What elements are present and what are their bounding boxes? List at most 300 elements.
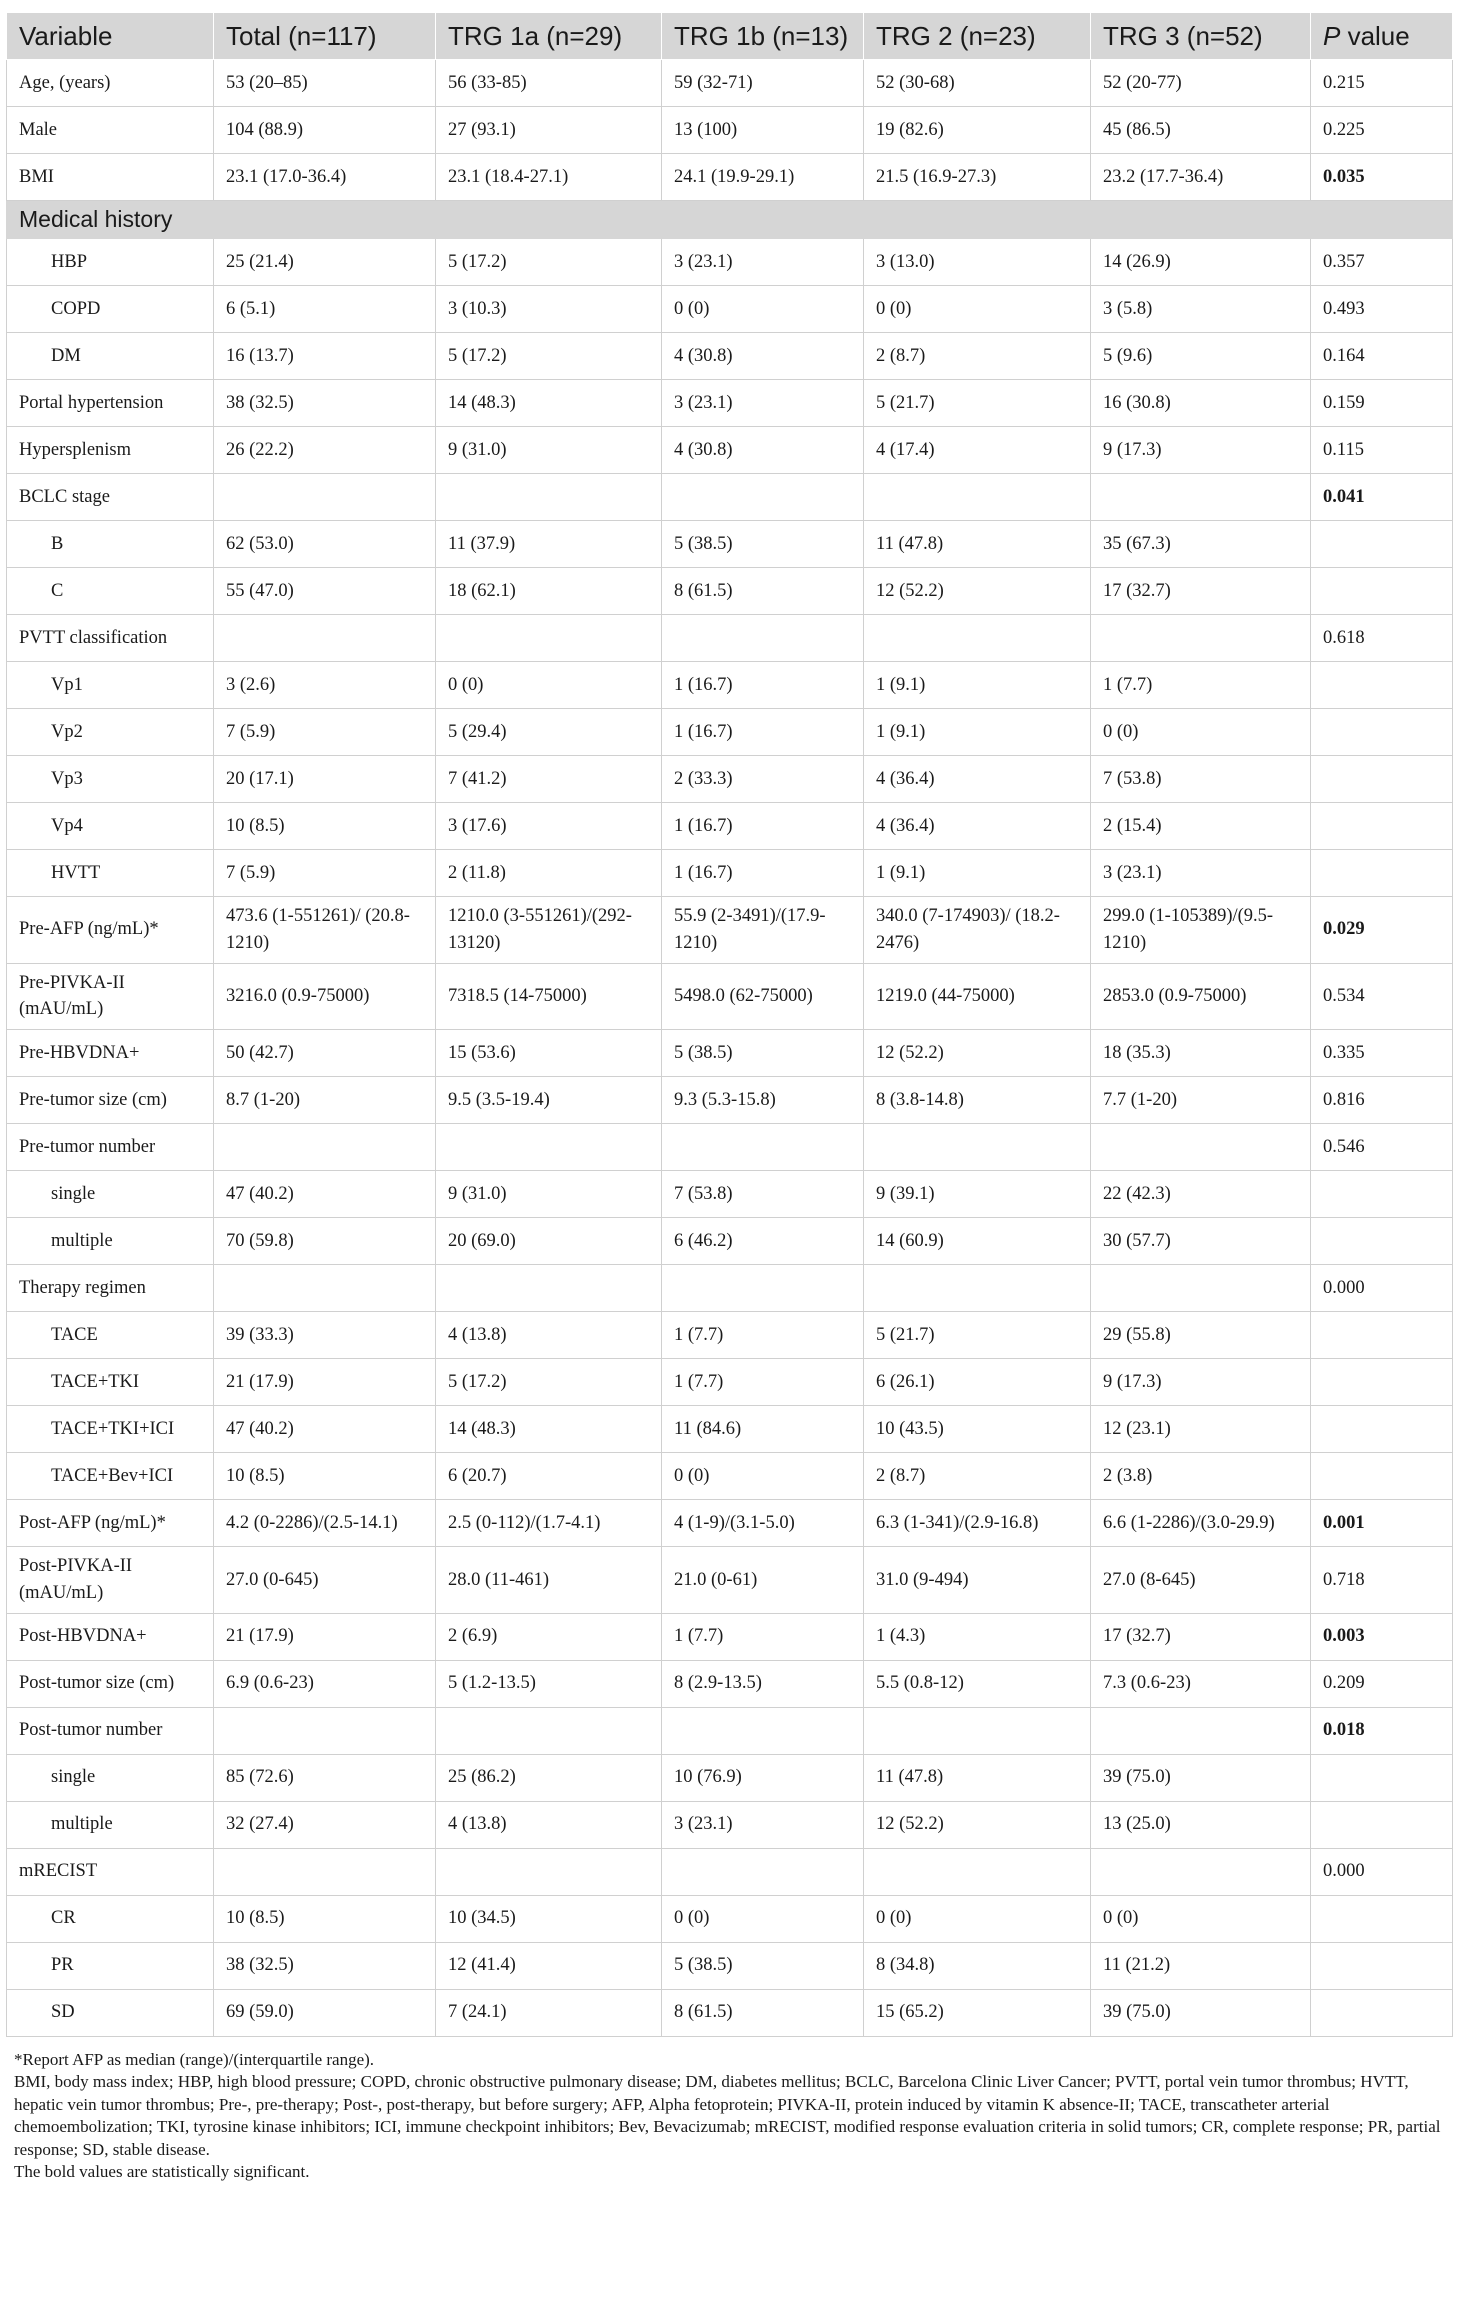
cell-trg-3 [1091,615,1311,662]
table-row [7,662,1453,709]
cell-variable: Age, (years) [7,60,214,107]
cell-trg-3: 2 (3.8) [1091,1453,1311,1500]
cell-trg-1b: 1 (16.7) [662,850,864,897]
cell-trg-3: 5 (9.6) [1091,333,1311,380]
table-row [7,333,1453,380]
cell-trg-2 [864,1124,1091,1171]
cell-trg-1a [436,474,662,521]
cell-variable: BMI [7,154,214,201]
cell-variable: Pre-AFP (ng/mL)* [7,897,214,964]
table-row [7,474,1453,521]
cell-trg-1b: 0 (0) [662,1453,864,1500]
cell-trg-2: 1219.0 (44-75000) [864,963,1091,1030]
section-label: Medical history [7,201,1453,239]
cell-trg-1a: 5 (17.2) [436,333,662,380]
cell-trg-2: 1 (4.3) [864,1613,1091,1660]
table-row [7,1124,1453,1171]
table-row [7,1077,1453,1124]
cell-total: 32 (27.4) [214,1801,436,1848]
cell-total: 39 (33.3) [214,1312,436,1359]
cell-variable: Vp1 [7,662,214,709]
cell-trg-1b [662,474,864,521]
cell-trg-1b: 5 (38.5) [662,1942,864,1989]
cell-p-value [1311,474,1453,521]
cell-total: 38 (32.5) [214,1942,436,1989]
table-body [7,60,1453,2037]
cell-trg-3: 12 (23.1) [1091,1406,1311,1453]
cell-variable: mRECIST [7,1848,214,1895]
cell-trg-1b: 8 (2.9-13.5) [662,1660,864,1707]
cell-trg-1a: 14 (48.3) [436,380,662,427]
table-row [7,1265,1453,1312]
cell-p-value: 0.718 [1311,1547,1453,1614]
cell-total: 3216.0 (0.9-75000) [214,963,436,1030]
cell-variable: Pre-tumor number [7,1124,214,1171]
cell-trg-1a: 18 (62.1) [436,568,662,615]
cell-variable: single [7,1754,214,1801]
cell-trg-1b: 1 (16.7) [662,709,864,756]
cell-p-value: 0.000 [1311,1265,1453,1312]
table-row [7,1801,1453,1848]
cell-trg-2: 5.5 (0.8-12) [864,1660,1091,1707]
table-row [7,1171,1453,1218]
cell-p-value [1311,709,1453,756]
table-row [7,1030,1453,1077]
cell-trg-1a: 28.0 (11-461) [436,1547,662,1614]
cell-variable: DM [7,333,214,380]
cell-p-value: 0.215 [1311,60,1453,107]
cell-trg-1b: 5498.0 (62-75000) [662,963,864,1030]
cell-trg-2: 4 (36.4) [864,803,1091,850]
significant-p-value: 0.018 [1323,1720,1365,1741]
cell-trg-1b: 4 (30.8) [662,427,864,474]
cell-trg-2: 19 (82.6) [864,107,1091,154]
cell-trg-1a: 9 (31.0) [436,427,662,474]
cell-total: 38 (32.5) [214,380,436,427]
cell-p-value [1311,1312,1453,1359]
table-row [7,615,1453,662]
cell-total [214,1124,436,1171]
cell-trg-1a: 14 (48.3) [436,1406,662,1453]
table-row [7,521,1453,568]
cell-trg-3 [1091,474,1311,521]
cell-trg-1b: 8 (61.5) [662,1989,864,2036]
table-row [7,1613,1453,1660]
cell-p-value: 0.816 [1311,1077,1453,1124]
cell-p-value: 0.493 [1311,286,1453,333]
cell-trg-3: 7.7 (1-20) [1091,1077,1311,1124]
cell-trg-2: 2 (8.7) [864,333,1091,380]
cell-variable: BCLC stage [7,474,214,521]
cell-trg-1b: 1 (16.7) [662,662,864,709]
cell-trg-1b: 3 (23.1) [662,1801,864,1848]
cell-trg-1b: 24.1 (19.9-29.1) [662,154,864,201]
cell-trg-2: 15 (65.2) [864,1989,1091,2036]
cell-total: 23.1 (17.0-36.4) [214,154,436,201]
table-row [7,1895,1453,1942]
cell-variable: PVTT classification [7,615,214,662]
cell-trg-1b: 2 (33.3) [662,756,864,803]
cell-variable: B [7,521,214,568]
section-row [7,201,1453,239]
cell-p-value [1311,1895,1453,1942]
cell-total: 62 (53.0) [214,521,436,568]
footnote-abbreviations: BMI, body mass index; HBP, high blood pressure; COPD, chronic obstructive pulmonary disease; DM, diabetes mellitus; BCLC, Barcelona Clinic Liver Cancer; PVTT, portal vein tumor thrombus; HVTT, hepatic vein tumor thrombus; Pre-, pre-therapy; Post-, post-therapy, but before surgery; AFP, Alpha fetoprotein; PIVKA-II, protein induced by vitamin K absence-II; TACE, transcatheter arterial chemoembolization; TKI, tyrosine kinase inhibitors; ICI, immune checkpoint inhibitors; Bev, Bevacizumab; mRECIST, modified response evaluation criteria in solid tumors; CR, complete response; PR, partial response; SD, stable disease. [14,2072,1441,2159]
cell-trg-2: 21.5 (16.9-27.3) [864,154,1091,201]
cell-trg-3: 39 (75.0) [1091,1989,1311,2036]
table-row [7,803,1453,850]
cell-p-value: 0.164 [1311,333,1453,380]
cell-trg-1a: 3 (17.6) [436,803,662,850]
cell-trg-3: 7.3 (0.6-23) [1091,1660,1311,1707]
cell-total: 27.0 (0-645) [214,1547,436,1614]
cell-p-value: 0.357 [1311,239,1453,286]
cell-total: 25 (21.4) [214,239,436,286]
table-row [7,107,1453,154]
cell-p-value: 0.225 [1311,107,1453,154]
table-row [7,286,1453,333]
table-row [7,1312,1453,1359]
significant-p-value: 0.001 [1323,1512,1365,1533]
cell-total: 55 (47.0) [214,568,436,615]
cell-trg-1a [436,615,662,662]
table-row [7,897,1453,964]
cell-trg-2: 6 (26.1) [864,1359,1091,1406]
cell-trg-3: 3 (5.8) [1091,286,1311,333]
cell-total: 7 (5.9) [214,850,436,897]
significant-p-value: 0.029 [1323,919,1365,940]
cell-trg-1b: 1 (7.7) [662,1312,864,1359]
cell-trg-1a [436,1124,662,1171]
cell-total: 104 (88.9) [214,107,436,154]
cell-p-value [1311,803,1453,850]
footnote-afp: *Report AFP as median (range)/(interquartile range). [14,2049,375,2069]
cell-trg-3: 9 (17.3) [1091,427,1311,474]
cell-p-value: 0.335 [1311,1030,1453,1077]
cell-trg-1b: 21.0 (0-61) [662,1547,864,1614]
cell-p-value [1311,568,1453,615]
cell-trg-3: 2853.0 (0.9-75000) [1091,963,1311,1030]
cell-total: 21 (17.9) [214,1359,436,1406]
cell-variable: Post-AFP (ng/mL)* [7,1500,214,1547]
significant-p-value: 0.035 [1323,166,1365,187]
cell-total: 7 (5.9) [214,709,436,756]
cell-trg-3: 16 (30.8) [1091,380,1311,427]
cell-trg-1a: 4 (13.8) [436,1801,662,1848]
cell-p-value: 0.534 [1311,963,1453,1030]
cell-trg-2: 0 (0) [864,286,1091,333]
cell-variable: Vp3 [7,756,214,803]
cell-total [214,615,436,662]
cell-total: 6 (5.1) [214,286,436,333]
cell-trg-1a: 1210.0 (3-551261)/(292-13120) [436,897,662,964]
table-row [7,963,1453,1030]
cell-trg-3: 299.0 (1-105389)/(9.5-1210) [1091,897,1311,964]
table-header [7,13,1453,60]
cell-trg-1a: 7 (24.1) [436,1989,662,2036]
cell-trg-2: 31.0 (9-494) [864,1547,1091,1614]
cell-trg-1a [436,1707,662,1754]
cell-trg-3: 2 (15.4) [1091,803,1311,850]
cell-p-value [1311,1942,1453,1989]
cell-trg-2: 8 (34.8) [864,1942,1091,1989]
table-footnotes [6,2037,1454,2184]
table-row [7,709,1453,756]
cell-total [214,1265,436,1312]
cell-total [214,1707,436,1754]
cell-trg-1a: 23.1 (18.4-27.1) [436,154,662,201]
cell-trg-3: 7 (53.8) [1091,756,1311,803]
cell-variable: Hypersplenism [7,427,214,474]
cell-p-value [1311,1613,1453,1660]
significant-p-value: 0.003 [1323,1626,1365,1647]
cell-trg-3: 35 (67.3) [1091,521,1311,568]
cell-trg-3: 17 (32.7) [1091,1613,1311,1660]
cell-trg-2: 6.3 (1-341)/(2.9-16.8) [864,1500,1091,1547]
header-trg-3: TRG 3 (n=52) [1091,13,1311,60]
cell-variable: TACE+Bev+ICI [7,1453,214,1500]
cell-variable: TACE+TKI+ICI [7,1406,214,1453]
cell-p-value [1311,1171,1453,1218]
cell-variable: CR [7,1895,214,1942]
cell-trg-1a: 3 (10.3) [436,286,662,333]
characteristics-table [6,12,1453,2037]
cell-p-value [1311,1500,1453,1547]
cell-p-value [1311,1801,1453,1848]
cell-trg-2: 4 (17.4) [864,427,1091,474]
cell-variable: PR [7,1942,214,1989]
cell-trg-3 [1091,1265,1311,1312]
cell-trg-2: 5 (21.7) [864,380,1091,427]
cell-p-value [1311,521,1453,568]
cell-variable: Portal hypertension [7,380,214,427]
cell-variable: Post-HBVDNA+ [7,1613,214,1660]
table-row [7,1754,1453,1801]
significant-p-value: 0.041 [1323,486,1365,507]
cell-trg-1a [436,1265,662,1312]
cell-trg-3: 1 (7.7) [1091,662,1311,709]
cell-trg-3: 14 (26.9) [1091,239,1311,286]
cell-p-value [1311,1754,1453,1801]
cell-trg-1a: 27 (93.1) [436,107,662,154]
cell-total: 10 (8.5) [214,1895,436,1942]
cell-variable: Male [7,107,214,154]
cell-trg-3: 29 (55.8) [1091,1312,1311,1359]
cell-trg-2: 12 (52.2) [864,1030,1091,1077]
cell-trg-3: 22 (42.3) [1091,1171,1311,1218]
header-row [7,13,1453,60]
header-total: Total (n=117) [214,13,436,60]
cell-trg-2 [864,615,1091,662]
header-trg-1b: TRG 1b (n=13) [662,13,864,60]
cell-trg-3: 9 (17.3) [1091,1359,1311,1406]
table-row [7,1500,1453,1547]
cell-trg-1a: 25 (86.2) [436,1754,662,1801]
table-row [7,1547,1453,1614]
cell-variable: Pre-tumor size (cm) [7,1077,214,1124]
header-variable: Variable [7,13,214,60]
cell-trg-2: 8 (3.8-14.8) [864,1077,1091,1124]
cell-trg-1b [662,1848,864,1895]
cell-trg-1a: 7 (41.2) [436,756,662,803]
header-trg-2: TRG 2 (n=23) [864,13,1091,60]
cell-total [214,474,436,521]
cell-trg-1a: 12 (41.4) [436,1942,662,1989]
cell-trg-1b: 1 (7.7) [662,1613,864,1660]
cell-trg-2: 14 (60.9) [864,1218,1091,1265]
table-row [7,427,1453,474]
cell-total: 26 (22.2) [214,427,436,474]
table-row [7,1359,1453,1406]
table-row [7,756,1453,803]
cell-trg-1a: 15 (53.6) [436,1030,662,1077]
cell-trg-1a: 20 (69.0) [436,1218,662,1265]
cell-trg-1a: 2 (6.9) [436,1613,662,1660]
table-row [7,1989,1453,2036]
cell-trg-2: 11 (47.8) [864,521,1091,568]
cell-trg-1a: 0 (0) [436,662,662,709]
cell-trg-2: 1 (9.1) [864,709,1091,756]
cell-trg-1b: 3 (23.1) [662,380,864,427]
table-row [7,850,1453,897]
cell-trg-3: 27.0 (8-645) [1091,1547,1311,1614]
cell-trg-1a: 5 (17.2) [436,239,662,286]
cell-trg-2 [864,1848,1091,1895]
cell-variable: SD [7,1989,214,2036]
table-row [7,568,1453,615]
cell-trg-1a: 9 (31.0) [436,1171,662,1218]
cell-trg-1b [662,1124,864,1171]
cell-variable: Pre-PIVKA-II (mAU/mL) [7,963,214,1030]
cell-total: 10 (8.5) [214,1453,436,1500]
cell-variable: Pre-HBVDNA+ [7,1030,214,1077]
cell-trg-3 [1091,1124,1311,1171]
cell-trg-1b: 1 (16.7) [662,803,864,850]
cell-total: 47 (40.2) [214,1171,436,1218]
cell-trg-1b: 8 (61.5) [662,568,864,615]
cell-trg-1a: 2.5 (0-112)/(1.7-4.1) [436,1500,662,1547]
cell-trg-1b: 9.3 (5.3-15.8) [662,1077,864,1124]
cell-trg-1b: 7 (53.8) [662,1171,864,1218]
cell-trg-2: 10 (43.5) [864,1406,1091,1453]
cell-trg-2: 5 (21.7) [864,1312,1091,1359]
cell-p-value [1311,1453,1453,1500]
cell-trg-2 [864,1265,1091,1312]
cell-variable: TACE [7,1312,214,1359]
table-row [7,1453,1453,1500]
cell-trg-1a [436,1848,662,1895]
cell-trg-3: 18 (35.3) [1091,1030,1311,1077]
cell-trg-1b: 11 (84.6) [662,1406,864,1453]
cell-trg-1a: 56 (33-85) [436,60,662,107]
table-row [7,1942,1453,1989]
table-row [7,60,1453,107]
cell-p-value: 0.546 [1311,1124,1453,1171]
cell-total: 16 (13.7) [214,333,436,380]
header-p-italic: P [1323,20,1341,51]
cell-trg-3: 52 (20-77) [1091,60,1311,107]
table-row [7,1218,1453,1265]
cell-p-value [1311,1406,1453,1453]
cell-trg-1b [662,1265,864,1312]
table-row [7,239,1453,286]
cell-trg-2: 1 (9.1) [864,662,1091,709]
cell-total: 6.9 (0.6-23) [214,1660,436,1707]
cell-trg-1b: 6 (46.2) [662,1218,864,1265]
cell-variable: Vp4 [7,803,214,850]
cell-trg-1b: 4 (1-9)/(3.1-5.0) [662,1500,864,1547]
cell-trg-1b: 59 (32-71) [662,60,864,107]
cell-trg-1b: 4 (30.8) [662,333,864,380]
table-row [7,1660,1453,1707]
cell-trg-3: 3 (23.1) [1091,850,1311,897]
cell-trg-1a: 2 (11.8) [436,850,662,897]
cell-trg-1b: 10 (76.9) [662,1754,864,1801]
cell-p-value [1311,1989,1453,2036]
cell-trg-1a: 5 (17.2) [436,1359,662,1406]
cell-p-value [1311,850,1453,897]
cell-trg-2: 340.0 (7-174903)/ (18.2-2476) [864,897,1091,964]
cell-p-value [1311,1707,1453,1754]
cell-trg-3: 6.6 (1-2286)/(3.0-29.9) [1091,1500,1311,1547]
cell-total: 69 (59.0) [214,1989,436,2036]
header-trg-1a: TRG 1a (n=29) [436,13,662,60]
cell-p-value [1311,1359,1453,1406]
cell-trg-1b: 55.9 (2-3491)/(17.9-1210) [662,897,864,964]
cell-trg-1b: 0 (0) [662,1895,864,1942]
cell-trg-2: 12 (52.2) [864,1801,1091,1848]
cell-trg-1b: 1 (7.7) [662,1359,864,1406]
cell-trg-3 [1091,1848,1311,1895]
cell-trg-1a: 4 (13.8) [436,1312,662,1359]
cell-total: 70 (59.8) [214,1218,436,1265]
cell-variable: multiple [7,1801,214,1848]
table-row [7,1707,1453,1754]
cell-variable: single [7,1171,214,1218]
cell-p-value: 0.618 [1311,615,1453,662]
cell-p-value: 0.209 [1311,1660,1453,1707]
cell-trg-3: 23.2 (17.7-36.4) [1091,154,1311,201]
cell-total: 20 (17.1) [214,756,436,803]
cell-trg-1b: 0 (0) [662,286,864,333]
cell-total: 10 (8.5) [214,803,436,850]
cell-trg-2: 12 (52.2) [864,568,1091,615]
header-p-value: P value [1311,13,1453,60]
cell-trg-3: 45 (86.5) [1091,107,1311,154]
cell-trg-1a: 6 (20.7) [436,1453,662,1500]
cell-variable: COPD [7,286,214,333]
table-row [7,1848,1453,1895]
cell-trg-3: 39 (75.0) [1091,1754,1311,1801]
cell-trg-3: 0 (0) [1091,709,1311,756]
cell-p-value: 0.000 [1311,1848,1453,1895]
cell-trg-1a: 10 (34.5) [436,1895,662,1942]
cell-total: 85 (72.6) [214,1754,436,1801]
cell-trg-3: 17 (32.7) [1091,568,1311,615]
cell-trg-1b: 13 (100) [662,107,864,154]
cell-trg-1b [662,615,864,662]
cell-p-value [1311,1218,1453,1265]
table-row [7,380,1453,427]
cell-trg-2: 0 (0) [864,1895,1091,1942]
cell-trg-2: 2 (8.7) [864,1453,1091,1500]
cell-trg-3: 13 (25.0) [1091,1801,1311,1848]
cell-trg-1b: 5 (38.5) [662,521,864,568]
cell-trg-3: 0 (0) [1091,1895,1311,1942]
cell-trg-2: 1 (9.1) [864,850,1091,897]
cell-variable: Post-tumor number [7,1707,214,1754]
cell-trg-2: 3 (13.0) [864,239,1091,286]
